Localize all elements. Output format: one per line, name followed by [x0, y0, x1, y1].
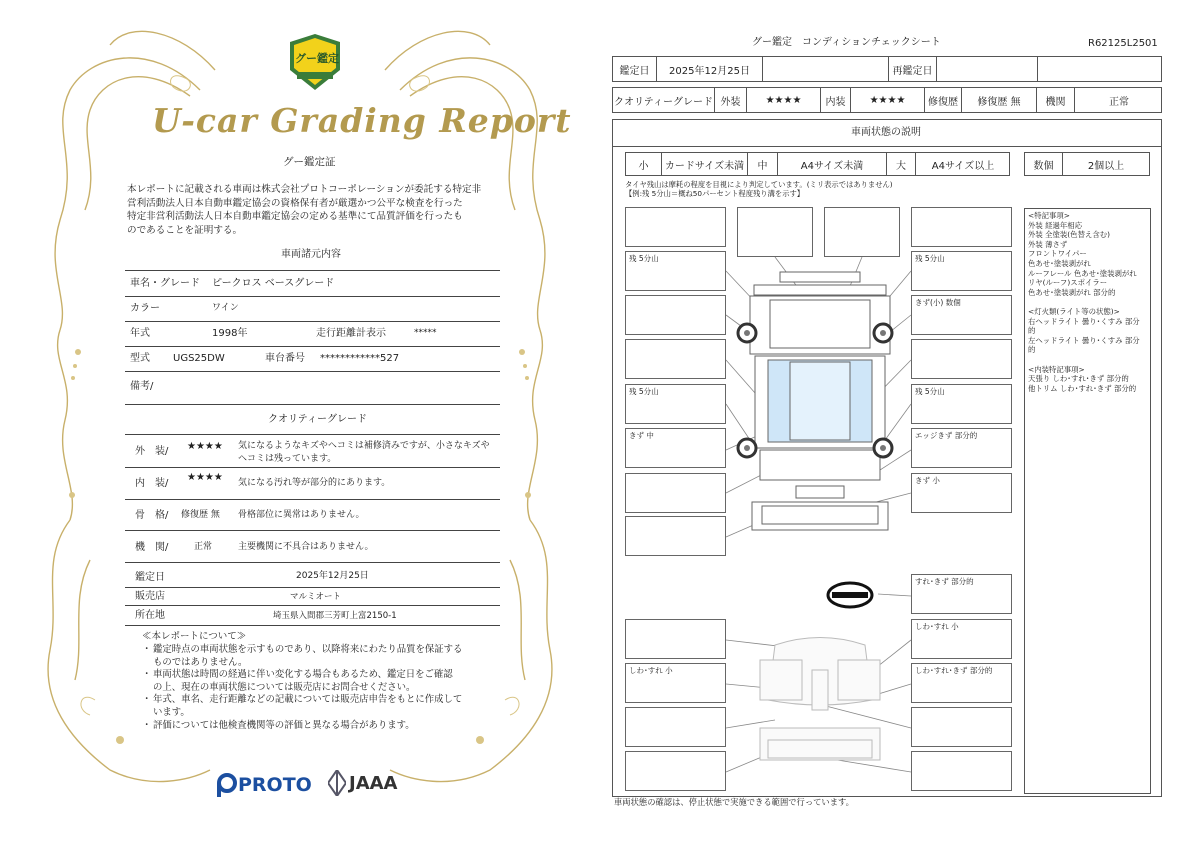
divider [125, 371, 500, 372]
callout-left-2: 残 5分山 [625, 251, 726, 291]
dealer-label: 販売店 [135, 591, 165, 602]
divider [125, 467, 500, 468]
engine-comment: 主要機関に不具合はありません。 [238, 542, 374, 552]
car-diagram [600, 0, 1200, 848]
int-label: 内装 [825, 96, 846, 108]
exterior-comment: 気になるようなキズやヘコミは補修済みですが、小さなキズや ヘコミは残っています。 [238, 441, 490, 464]
dealer-value: マルミオート [290, 592, 342, 602]
exterior-stars: ★★★★ [187, 441, 223, 452]
callout-left-6: きず 中 [625, 428, 726, 468]
interior-stars: ★★★★ [187, 472, 223, 483]
inspection-date-label: 鑑定日 [135, 572, 165, 583]
year-label: 年式 [130, 328, 150, 339]
chassis-label: 車台番号 [265, 353, 305, 364]
callout-right-5: 残 5分山 [911, 384, 1012, 424]
divider [125, 605, 500, 606]
date-value: 2025年12月25日 [669, 65, 750, 77]
callout-right-10: しわ･すれ 小 [911, 619, 1012, 659]
emblem-logo-text: グー鑑定 [295, 52, 339, 65]
divider [125, 270, 500, 271]
color-label: カラー [130, 303, 160, 314]
callout-left-11: しわ･すれ 小 [625, 663, 726, 703]
car-name-value: ピークロス ベースグレード [212, 278, 335, 289]
callout-right-9: すれ･きず 部分的 [911, 574, 1012, 614]
divider [125, 404, 500, 405]
steering-wheel-icon [828, 583, 872, 607]
callout-right-11: しわ･すれ･きず 部分的 [911, 663, 1012, 703]
frame-comment: 骨格部位に異常はありません。 [238, 510, 365, 520]
tire-example: 【例:残 5分山＝概ね50パーセント程度残り溝を示す】 [625, 189, 805, 198]
about-report-notes: ・ 鑑定時点の車両状態を示すものであり、以降将来にわたり品質を保証する ものではありません。 ・ 車両状態は時間の経過に伴い変化する場合もあるため、鑑定日をご確認 の上、現在の車両状態については販売店にお問合せください。 ・ 年式、車名、走行距離などの記載については販売店申告をもとに作成して います。 ・ 評価については他検査機関等の評価と異なる場合があります。 [142, 644, 463, 731]
divider [125, 587, 500, 588]
model-label: 型式 [130, 353, 150, 364]
car-name-label: 車名・グレード [130, 278, 200, 289]
about-report-title: ≪本レポートについて≫ [142, 631, 247, 642]
engine-label: 機 関/ [135, 542, 169, 553]
interior-comment: 気になる汚れ等が部分的にあります。 [238, 478, 391, 488]
engine-label: 機関 [1045, 96, 1066, 108]
address-label: 所在地 [135, 610, 165, 621]
goo-kantei-emblem [287, 32, 343, 92]
report-title: U-car Grading Report [152, 101, 572, 140]
size-mid-desc: A4サイズ未満 [800, 160, 864, 172]
specs-title: 車両諸元内容 [281, 249, 341, 260]
callout-right-3: きず(小) 数個 [911, 295, 1012, 335]
divider [125, 562, 500, 563]
size-large-desc: A4サイズ以上 [931, 160, 995, 172]
bottom-note: 車両状態の確認は、停止状態で実施できる範囲で行っています。 [614, 797, 854, 807]
tire-note: タイヤ残山は摩耗の程度を目視により判定しています。(ミリ表示ではありません) [625, 180, 893, 189]
count-value: 2個以上 [1087, 160, 1125, 172]
inspection-date-value: 2025年12月25日 [296, 571, 369, 581]
divider [125, 499, 500, 500]
size-small: 小 [638, 160, 649, 172]
chassis-value: ************527 [320, 353, 400, 364]
repair-label: 修復歴 [928, 96, 958, 108]
notes-label: 備考/ [130, 381, 154, 392]
size-small-desc: カードサイズ未満 [664, 160, 745, 172]
address-value: 埼玉県入間郡三芳町上富2150-1 [273, 611, 397, 621]
special-notes: <特記事項> 外装 経過年相応 外装 全塗装(色替え含む) 外装 薄さず フロントワイパー 色あせ･塗装剥がれ ルーフレール 色あせ･塗装剥がれ リヤ(ルーフ)スポイラー 色あせ･塗装剥がれ 部分的 <灯火類(ライト等の状態)> 右ヘッドライト 曇り･くすみ 部分的 左ヘッドライト 曇り･くすみ 部分的 <内装特記事項> 天張り しわ･すれ･きず 部分的 他トリム しわ･すれ･きず 部分的 [1024, 208, 1151, 794]
count-label: 数個 [1033, 160, 1054, 172]
mileage-label: 走行距離計表示 [316, 328, 386, 339]
callout-right-7: きず 小 [911, 473, 1012, 513]
exterior-label: 外 装/ [135, 446, 169, 457]
certificate-intro: 本レポートに記載される車両は株式会社プロトコーポレーションが委託する特定非 営利活動法人日本自動車鑑定協会の資格保有者が厳選かつ公平な検査を行った 特定非営利活動法人日本自動車鑑定協会の定める基準にて品質評価を行ったも のであることを証明する。 [127, 184, 482, 236]
date-label: 鑑定日 [619, 65, 650, 77]
repair-value: 修復歴 無 [977, 96, 1021, 108]
callout-left-5: 残 5分山 [625, 384, 726, 424]
mileage-value: ***** [414, 328, 437, 338]
grade-label: クオリティーグレード [614, 96, 713, 108]
divider [125, 530, 500, 531]
sheet-title: グー鑑定 コンディションチェックシート [752, 37, 941, 48]
sheet-id: R62125L2501 [1088, 38, 1158, 49]
model-value: UGS25DW [173, 353, 225, 364]
quality-grade-title: クオリティーグレード [268, 414, 367, 425]
engine-value: 正常 [194, 542, 213, 552]
certificate-title: グー鑑定証 [283, 156, 336, 168]
frame-label: 骨 格/ [135, 510, 169, 521]
interior-label: 内 装/ [135, 478, 169, 489]
divider [125, 296, 500, 297]
divider [125, 434, 500, 435]
int-stars: ★★★★ [869, 94, 906, 106]
size-mid: 中 [757, 160, 768, 172]
size-large: 大 [896, 160, 906, 172]
callout-right-6: エッジきず 部分的 [911, 428, 1012, 468]
year-value: 1998年 [212, 328, 248, 339]
divider [125, 346, 500, 347]
divider [125, 321, 500, 322]
callout-right-2: 残 5分山 [911, 251, 1012, 291]
divider [125, 625, 500, 626]
ext-stars: ★★★★ [765, 94, 802, 106]
color-value: ワイン [212, 303, 239, 313]
engine-value: 正常 [1109, 96, 1129, 108]
ext-label: 外装 [720, 96, 741, 108]
grading-certificate: グー鑑定 U-car Grading Report グー鑑定証 本レポートに記載される車両は株式会社プロトコーポレーションが委託する特定非 営利活動法人日本自動車鑑定協会の資格保有者が厳選かつ公平な検査を行った 特定非営利活動法人日本自動車鑑定協会の定める基準にて品質評価を行ったも のであることを証明する。 車両諸元内容 車名・グレード ピークロス ベースグレード カラー ワイン 年式 1998年 走行距離計表示 ***** 型式 UGS25DW 車台番号 ************527 備考/ クオリティーグレード 外 装/ ★★★★ 気になるようなキズやヘコミは補修済みですが、小さなキズや ヘコミは残っています。 内 装/ ★★★★ 気になる汚れ等が部分的にあります。 骨 格/ 修復歴 無 骨格部位に異常はありません。 機 関/ 正常 主要機関に不具合はありません。 鑑定日 2025年12月25日 販売店 マルミオート 所在地 埼玉県入間郡三芳町上富2150-1 ≪本レポートについて≫ ・ 鑑定時点の車両状態を示すものであり、以降将来にわたり品質を保証する ものではありません。 ・ 車両状態は時間の経過に伴い変化する場合もあるため、鑑定日をご確認 の上、現在の車両状態については販売店にお問合せください。 ・ 年式、車名、走行距離などの記載については販売店申告をもとに作成して います。 ・ 評価については他検査機関等の評価と異なる場合があります。 PROTO JAAA [0, 0, 600, 848]
state-title: 車両状態の説明 [851, 127, 921, 138]
frame-value: 修復歴 無 [181, 510, 220, 520]
redate-label: 再鑑定日 [892, 65, 933, 77]
condition-check-sheet [600, 0, 1200, 848]
